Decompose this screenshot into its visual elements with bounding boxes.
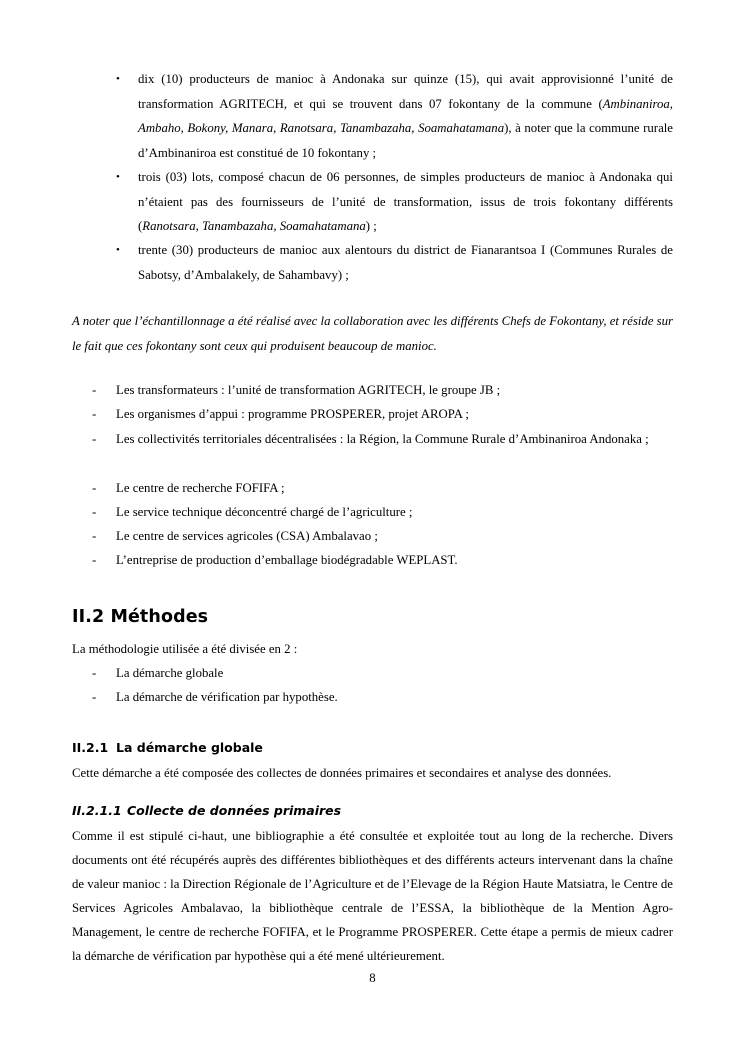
subsection-heading-globale xyxy=(72,740,263,755)
bullet-icon: • xyxy=(116,73,120,85)
actor-list-item xyxy=(92,402,673,427)
subsubsection-number: II.2.1.1 xyxy=(72,803,122,818)
globale-paragraph: Cette démarche a été composée des collectes de données primaires et secondaires et analyse des données. xyxy=(72,766,612,780)
bullet-item xyxy=(116,238,673,287)
dash-icon: - xyxy=(92,432,97,446)
bullet-text: trente (30) producteurs de manioc aux alentours du district de Fianarantsoa I (Communes Rurales de Sabotsy, d’Ambalakely, de Sahambavy) ; xyxy=(138,243,673,282)
bullet-text: trois (03) lots, composé chacun de 06 personnes, de simples producteurs de manioc à Andonaka qui n’étaient pas des fournisseurs de l’unité de transformation, issus de trois fokontany différents ( xyxy=(138,170,673,233)
page-number: 8 xyxy=(369,971,376,985)
actor-text: Les collectivités territoriales décentralisées : la Région, la Commune Rurale d’Ambinaniroa Andonaka ; xyxy=(116,432,649,446)
dash-icon: - xyxy=(92,666,97,680)
actor-text: Le centre de recherche FOFIFA ; xyxy=(116,481,285,495)
dash-icon: - xyxy=(92,481,97,495)
subsubsection-title: Collecte de données primaires xyxy=(127,803,342,818)
methodes-list-item xyxy=(92,685,673,710)
bullet-item xyxy=(116,67,673,165)
bullet-item xyxy=(116,165,673,239)
actor-text: Les organismes d’appui : programme PROSPERER, projet AROPA ; xyxy=(116,407,469,421)
dash-icon: - xyxy=(92,529,97,543)
bullet-icon: • xyxy=(116,171,120,183)
section-heading-methodes: II.2 Méthodes xyxy=(72,607,209,627)
dash-icon: - xyxy=(92,407,97,421)
actor-list-item xyxy=(92,548,673,573)
dash-icon: - xyxy=(92,553,97,567)
methodes-item-text: La démarche globale xyxy=(116,666,224,680)
actor-text: L’entreprise de production d’emballage biodégradable WEPLAST. xyxy=(116,553,458,567)
methodes-list-item xyxy=(92,661,673,686)
actor-text: Les transformateurs : l’unité de transformation AGRITECH, le groupe JB ; xyxy=(116,383,501,397)
actor-list-item xyxy=(92,427,673,452)
collecte-paragraph: Comme il est stipulé ci-haut, une bibliographie a été consultée et exploitée tout au long de la recherche. Divers documents ont été récupérés auprès des différentes bibliothèques et des différents acteurs intervenant dans la chaîne de valeur manioc : la Direction Régionale de l’Agriculture et de l’Elevage de la Région Haute Matsiatra, le Centre de Services Agricoles Ambalavao, la bibliothèque centrale de l’ESSA, la bibliothèque de la Mention Agro-Management, le centre de recherche FOFIFA, et le Programme PROSPERER. Cette étape a permis de mieux cadrer la démarche de vérification par hypothèse qui a été mené ultérieurement. xyxy=(72,829,673,963)
dash-icon: - xyxy=(92,383,97,397)
subsection-number: II.2.1 xyxy=(72,740,109,755)
bullet-text: dix (10) producteurs de manioc à Andonaka sur quinze (15), qui avait approvisionné l’unité de transformation AGRITECH, et qui se trouvent dans 07 fokontany de la commune ( xyxy=(138,72,673,111)
actor-list-item xyxy=(92,476,673,501)
methodes-intro: La méthodologie utilisée a été divisée en 2 : xyxy=(72,642,298,656)
actor-list-item xyxy=(92,378,673,403)
methodes-item-text: La démarche de vérification par hypothèse. xyxy=(116,690,338,704)
dash-icon: - xyxy=(92,690,97,704)
subsection-title: La démarche globale xyxy=(116,740,263,755)
actor-list-item xyxy=(92,500,673,525)
bullet-text-end: ) ; xyxy=(365,219,377,233)
bullet-text-end: ), à noter que la commune rurale d’Ambinaniroa est constitué de 10 fokontany ; xyxy=(138,121,673,160)
sampling-note: A noter que l’échantillonnage a été réalisé avec la collaboration avec les différents Chefs de Fokontany, et réside sur le fait que ces fokontany sont ceux qui produisent beaucoup de manioc. xyxy=(72,314,673,353)
bullet-italic-text: Ranotsara, Tanambazaha, Soamahatamana xyxy=(142,219,366,233)
actor-text: Le service technique déconcentré chargé de l’agriculture ; xyxy=(116,505,413,519)
dash-icon: - xyxy=(92,505,97,519)
bullet-icon: • xyxy=(116,244,120,256)
subsubsection-heading-collecte xyxy=(72,803,341,818)
actor-text: Le centre de services agricoles (CSA) Ambalavao ; xyxy=(116,529,378,543)
bullet-italic-text: Ambinaniroa, Ambaho, Bokony, Manara, Ranotsara, Tanambazaha, Soamahatamana xyxy=(138,96,673,135)
actor-list-item xyxy=(92,524,673,549)
